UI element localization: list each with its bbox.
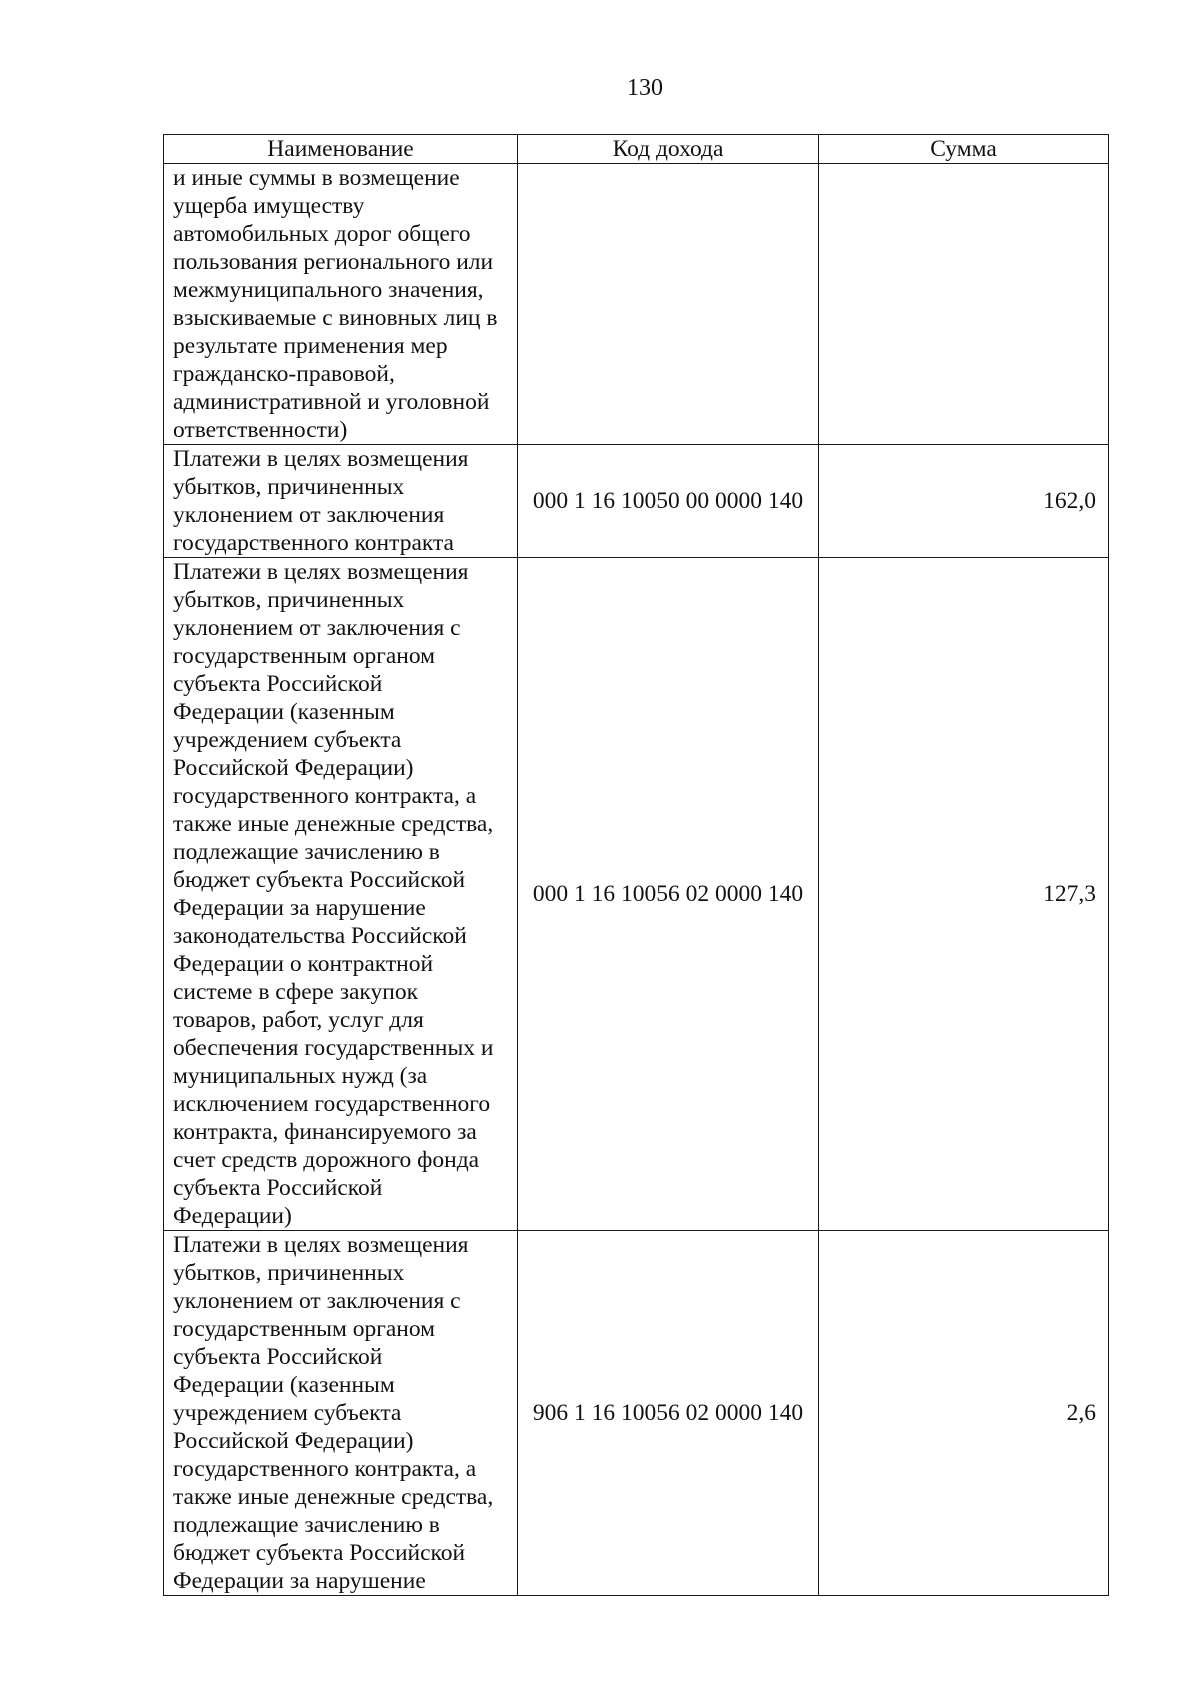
name-line: счет средств дорожного фонда [173,1147,480,1173]
name-line: подлежащие зачислению в [173,1512,440,1538]
name-line: государственным органом [173,1316,436,1342]
table-header-row [164,135,1109,164]
name-line: обеспечения государственных и [173,1035,494,1061]
name-line: Федерации (казенным [173,1372,395,1398]
name-line: товаров, работ, услуг для [173,1007,424,1033]
name-line: учреждением субъекта [173,1400,402,1426]
cell-code [518,164,819,445]
cell-sum: 127,3 [819,558,1109,1231]
name-line: уклонением от заключения [173,502,445,528]
page-number: 130 [627,75,663,101]
cell-code: 000 1 16 10056 02 0000 140 [518,558,819,1231]
name-line: законодательства Российской [173,923,467,949]
table-row [164,445,1109,558]
name-line: муниципальных нужд (за [173,1063,428,1089]
cell-sum: 162,0 [819,445,1109,558]
revenue-table [163,134,1109,1596]
name-line: Платежи в целях возмещения [173,559,469,585]
name-line: уклонением от заключения с [173,615,461,641]
name-line: государственного контракта, а [173,1456,477,1482]
name-line: административной и уголовной [173,389,490,415]
cell-code: 000 1 16 10050 00 0000 140 [518,445,819,558]
name-line: взыскиваемые с виновных лиц в [173,305,498,331]
cell-name [164,164,518,445]
name-line: Федерации (казенным [173,699,395,725]
table-row [164,1231,1109,1596]
table-row [164,558,1109,1231]
cell-name [164,445,518,558]
name-line: убытков, причиненных [173,1260,405,1286]
cell-name [164,1231,518,1596]
name-line: бюджет субъекта Российской [173,1540,466,1566]
name-line: также иные денежные средства, [173,1484,494,1510]
name-line: Федерации) [173,1203,292,1229]
name-line: системе в сфере закупок [173,979,419,1005]
name-line: убытков, причиненных [173,587,405,613]
name-line: государственным органом [173,643,436,669]
name-line: ответственности) [173,417,348,443]
name-line: Платежи в целях возмещения [173,446,469,472]
name-line: Платежи в целях возмещения [173,1232,469,1258]
cell-code: 906 1 16 10056 02 0000 140 [518,1231,819,1596]
name-line: Федерации за нарушение [173,1568,426,1594]
name-line: государственного контракта, а [173,783,477,809]
name-line: Российской Федерации) [173,1428,414,1454]
name-line: также иные денежные средства, [173,811,494,837]
name-line: подлежащие зачислению в [173,839,440,865]
table-row [164,164,1109,445]
cell-name [164,558,518,1231]
name-line: и иные суммы в возмещение [173,165,460,191]
name-line: гражданско-правовой, [173,361,395,387]
name-line: Российской Федерации) [173,755,414,781]
cell-sum [819,164,1109,445]
name-line: исключением государственного [173,1091,491,1117]
column-header-code: Код дохода [518,135,819,164]
name-line: субъекта Российской [173,1175,383,1201]
name-line: Федерации о контрактной [173,951,434,977]
name-line: субъекта Российской [173,1344,383,1370]
name-line: Федерации за нарушение [173,895,426,921]
column-header-sum: Сумма [819,135,1109,164]
name-line: субъекта Российской [173,671,383,697]
cell-sum: 2,6 [819,1231,1109,1596]
name-line: ущерба имуществу [173,193,365,219]
name-line: государственного контракта [173,530,454,556]
name-line: бюджет субъекта Российской [173,867,466,893]
column-header-name: Наименование [164,135,518,164]
name-line: межмуниципального значения, [173,277,484,303]
name-line: контракта, финансируемого за [173,1119,477,1145]
name-line: уклонением от заключения с [173,1288,461,1314]
name-line: результате применения мер [173,333,448,359]
name-line: убытков, причиненных [173,474,405,500]
name-line: учреждением субъекта [173,727,402,753]
name-line: пользования регионального или [173,249,494,275]
name-line: автомобильных дорог общего [173,221,471,247]
